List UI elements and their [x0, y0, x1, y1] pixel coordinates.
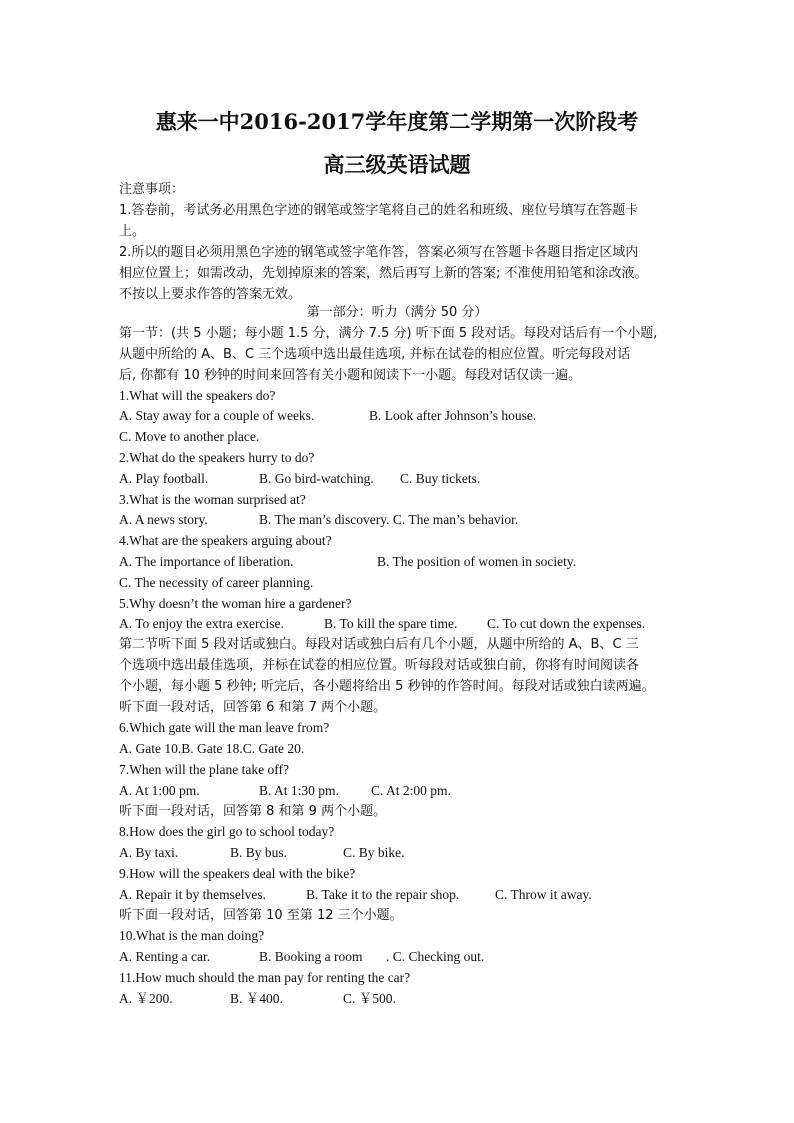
- section2-instructions-line-3: 个小题，每小题 5 秒钟; 听完后，各小题将给出 5 秒钟的作答时间。每段对话或独白读两遍。: [119, 679, 655, 694]
- q1-option-b: B. Look after Johnson’s house.: [369, 408, 537, 423]
- q1-option-c: C. Move to another place.: [119, 429, 260, 444]
- q7-option-c: C. At 2:00 pm.: [371, 783, 451, 798]
- q8-option-c: C. By bike.: [343, 845, 405, 860]
- question-6-options: A. Gate 10.B. Gate 18.C. Gate 20.: [119, 741, 305, 756]
- q3-option-b-c: B. The man’s discovery. C. The man’s behavior.: [259, 512, 519, 527]
- q10-option-b: B. Booking a room: [259, 949, 363, 964]
- q10-option-c: . C. Checking out.: [386, 949, 485, 964]
- exam-title: 惠来一中2016-2017学年度第二学期第一次阶段考: [155, 109, 639, 134]
- note-2-line-2: 相应位置上；如需改动，先划掉原来的答案，然后再写上新的答案; 不准使用铅笔和涂改液。: [119, 266, 648, 281]
- q10-option-a: A. Renting a car.: [119, 949, 211, 964]
- q4-option-b: B. The position of women in society.: [377, 554, 577, 569]
- note-2-line-3: 不按以上要求作答的答案无效。: [119, 287, 302, 302]
- section1-instructions-line-1: 第一节：(共 5 小题；每小题 1.5 分，满分 7.5 分) 听下面 5 段对话。每段对话后有一个小题,: [119, 326, 658, 341]
- question-3: 3.What is the woman surprised at?: [119, 492, 306, 507]
- note-1-line-2: 上。: [119, 224, 146, 239]
- question-8: 8.How does the girl go to school today?: [119, 824, 335, 839]
- exam-subtitle: 高三级英语试题: [323, 152, 471, 177]
- question-2: 2.What do the speakers hurry to do?: [119, 450, 315, 465]
- instruction-q10-q12: 听下面一段对话，回答第 10 至第 12 三个小题。: [119, 908, 403, 923]
- q9-option-a: A. Repair it by themselves.: [119, 887, 266, 902]
- question-10: 10.What is the man doing?: [119, 928, 265, 943]
- note-1-line-1: 1.答卷前，考试务必用黑色字迹的钢笔或签字笔将自己的姓名和班级、座位号填写在答题卡: [119, 203, 639, 218]
- q8-option-a: A. By taxi.: [119, 845, 179, 860]
- q5-option-c: C. To cut down the expenses.: [487, 616, 646, 631]
- q2-option-b: B. Go bird-watching.: [259, 471, 374, 486]
- notes-heading: 注意事项：: [119, 182, 185, 197]
- question-1: 1.What will the speakers do?: [119, 388, 276, 403]
- q5-option-a: A. To enjoy the extra exercise.: [119, 616, 284, 631]
- q9-option-b: B. Take it to the repair shop.: [306, 887, 460, 902]
- q3-option-a: A. A news story.: [119, 512, 208, 527]
- q5-option-b: B. To kill the spare time.: [324, 616, 458, 631]
- section2-instructions-line-1: 第二节听下面 5 段对话或独白。每段对话或独白后有几个小题，从题中所给的 A、B、C 三: [119, 637, 639, 652]
- q11-option-a: A. ￥200.: [119, 991, 173, 1006]
- q9-option-c: C. Throw it away.: [495, 887, 592, 902]
- question-4: 4.What are the speakers arguing about?: [119, 533, 332, 548]
- section2-instructions-line-2: 个选项中选出最佳选项，并标在试卷的相应位置。听每段对话或独白前，你将有时间阅读各: [119, 658, 640, 673]
- instruction-q6-q7: 听下面一段对话，回答第 6 和第 7 两个小题。: [119, 700, 387, 715]
- question-9: 9.How will the speakers deal with the bike?: [119, 866, 356, 881]
- q2-option-c: C. Buy tickets.: [400, 471, 481, 486]
- question-11: 11.How much should the man pay for renting the car?: [119, 970, 411, 985]
- q11-option-c: C. ￥500.: [343, 991, 396, 1006]
- q11-option-b: B. ￥400.: [230, 991, 283, 1006]
- q4-option-c: C. The necessity of career planning.: [119, 575, 314, 590]
- part1-heading: 第一部分：听力（满分 50 分）: [306, 305, 488, 320]
- note-2-line-1: 2.所以的题目必须用黑色字迹的钢笔或签字笔作答，答案必须写在答题卡各题目指定区域内: [119, 245, 639, 260]
- q8-option-b: B. By bus.: [230, 845, 288, 860]
- q2-option-a: A. Play football.: [119, 471, 209, 486]
- q1-option-a: A. Stay away for a couple of weeks.: [119, 408, 315, 423]
- instruction-q8-q9: 听下面一段对话，回答第 8 和第 9 两个小题。: [119, 804, 387, 819]
- question-6: 6.Which gate will the man leave from?: [119, 720, 330, 735]
- section1-instructions-line-3: 后, 你都有 10 秒钟的时间来回答有关小题和阅读下一小题。每段对话仅读一遍。: [119, 368, 582, 383]
- question-7: 7.When will the plane take off?: [119, 762, 289, 777]
- q4-option-a: A. The importance of liberation.: [119, 554, 294, 569]
- question-5: 5.Why doesn’t the woman hire a gardener?: [119, 596, 352, 611]
- q7-option-a: A. At 1:00 pm.: [119, 783, 200, 798]
- section1-instructions-line-2: 从题中所给的 A、B、C 三个选项中选出最佳选项, 并标在试卷的相应位置。听完每段对话: [119, 347, 631, 362]
- q7-option-b: B. At 1:30 pm.: [259, 783, 339, 798]
